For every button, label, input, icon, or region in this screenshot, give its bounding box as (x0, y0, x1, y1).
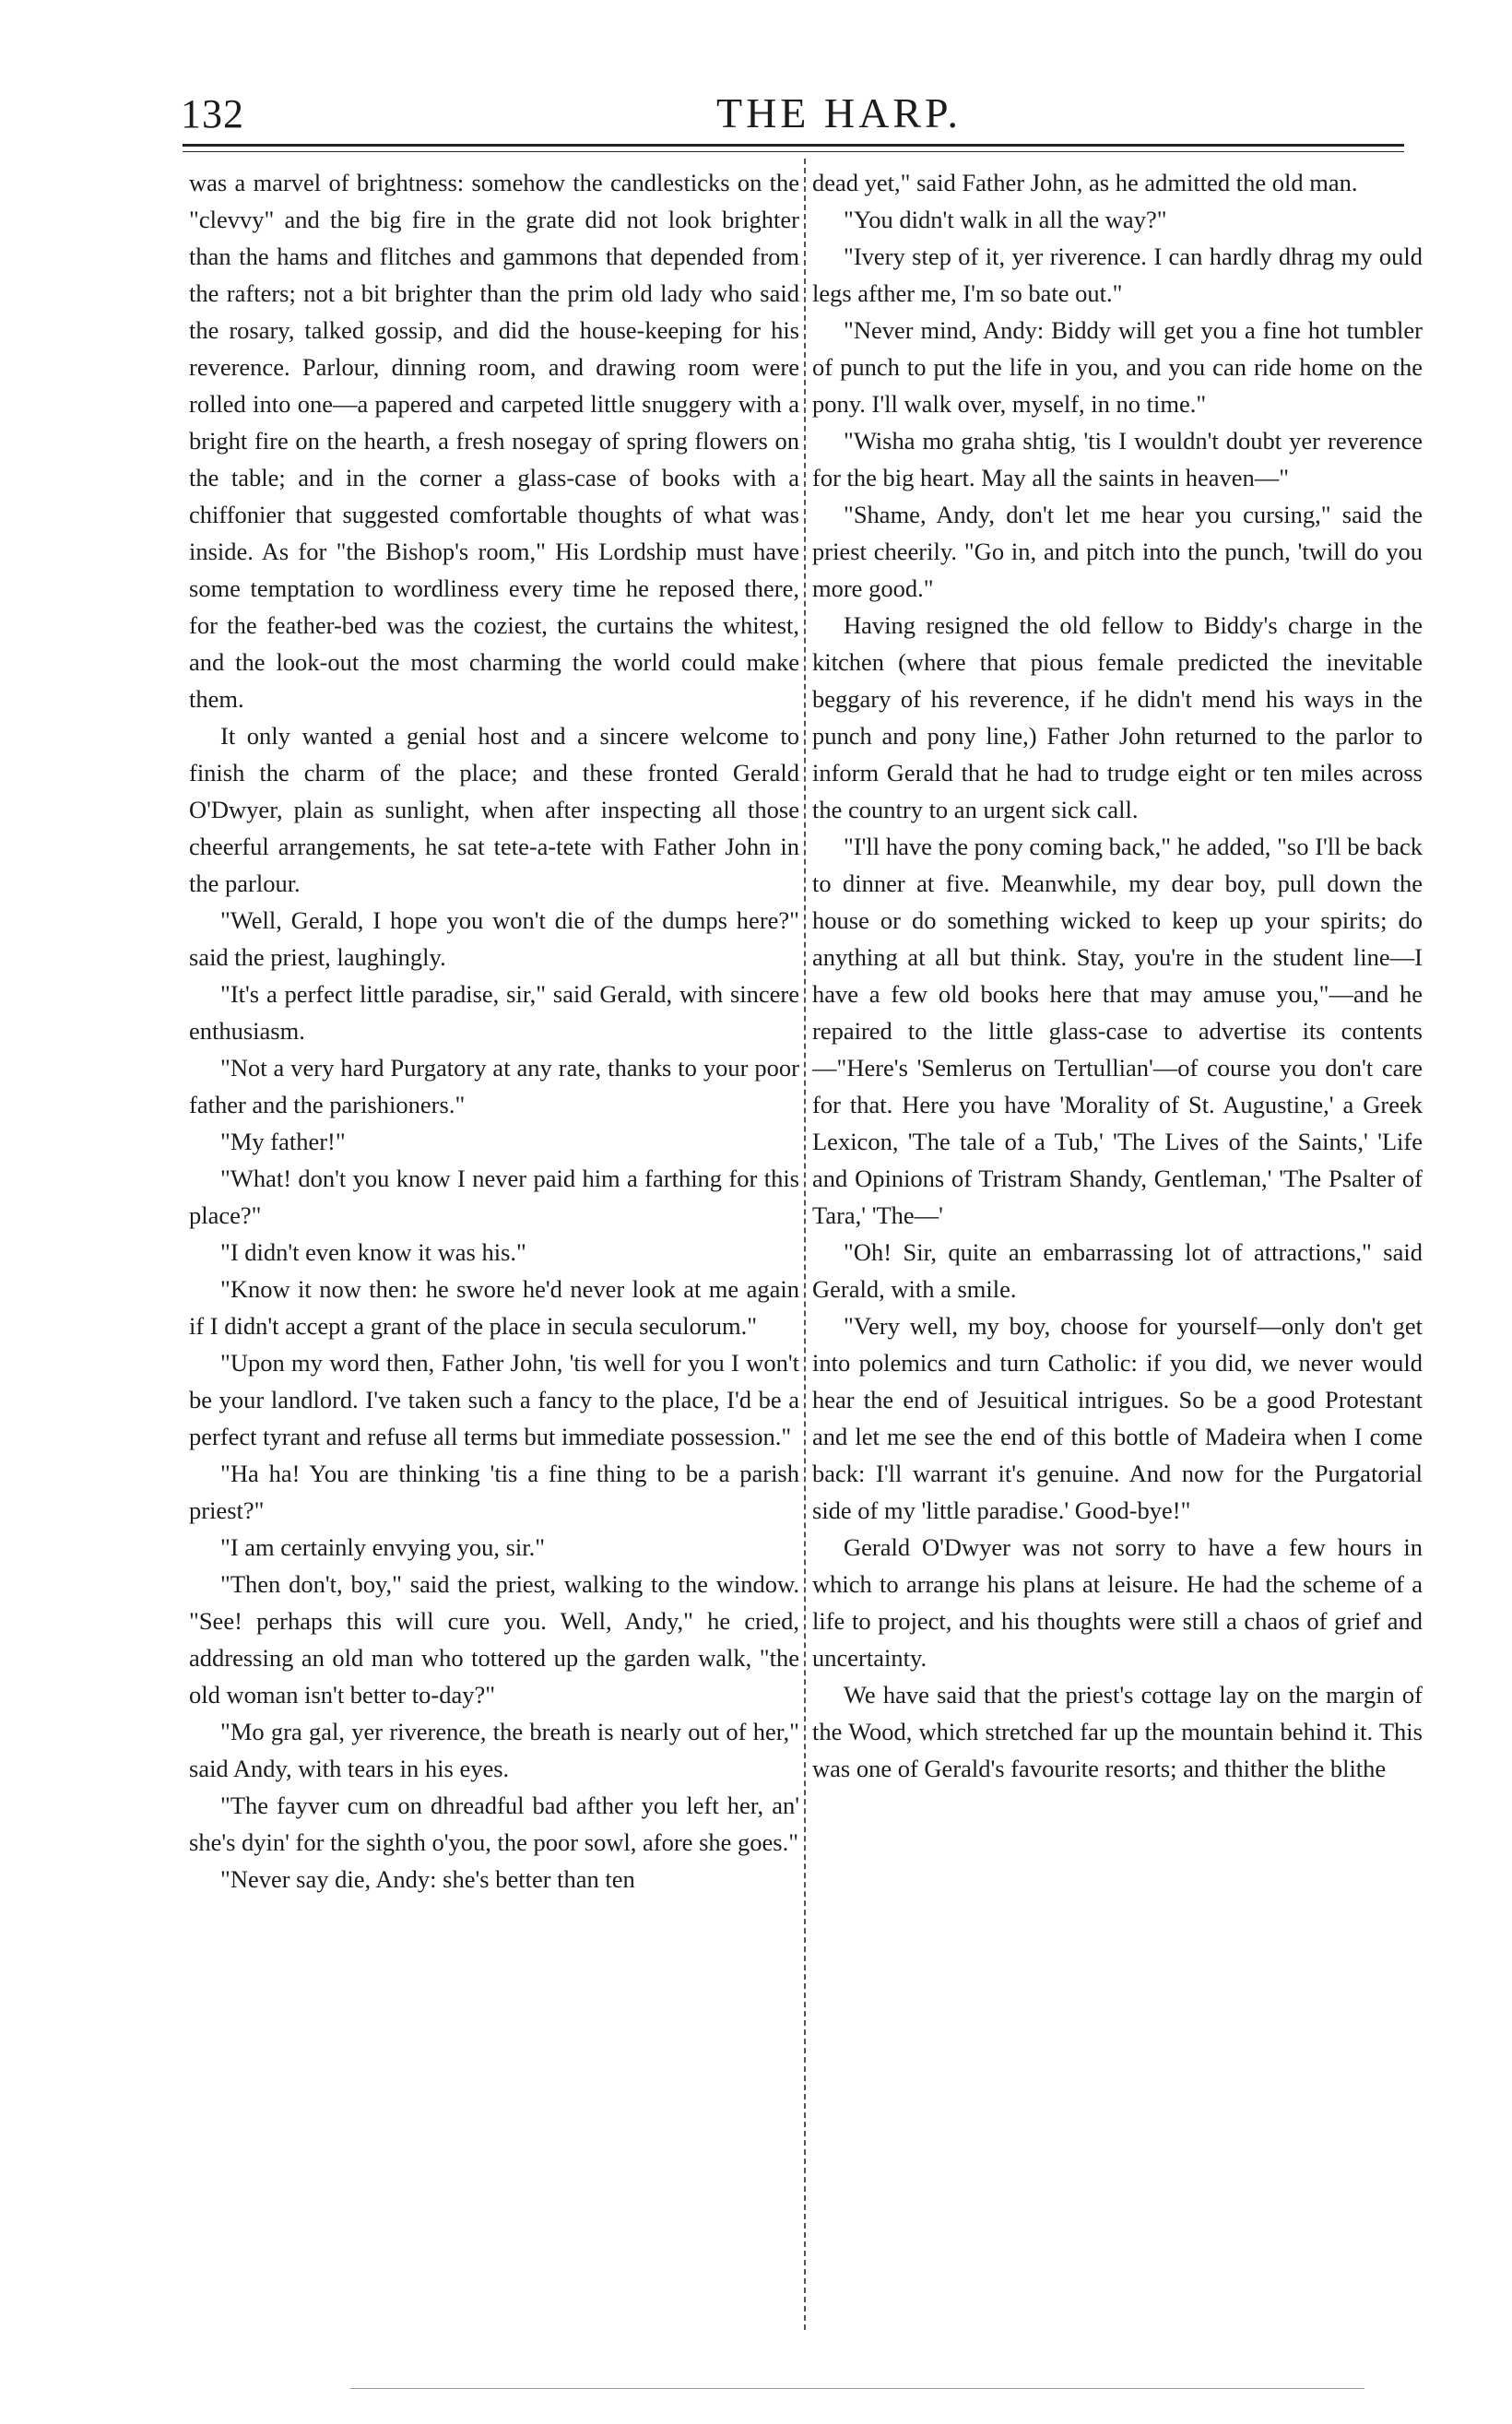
paragraph: "Never mind, Andy: Biddy will get you a fine hot tumbler of punch to put the life in you, and you can ride home on the pony. I'll walk over, myself, in no time." (812, 316, 1423, 418)
paragraph: We have said that the priest's cottage lay on the margin of the Wood, which stretched far up the mountain behind it. This was one of Gerald's favourite resorts; and thither the blithe (812, 1681, 1423, 1782)
paragraph: Having resigned the old fellow to Biddy's charge in the kitchen (where that pious female predicted the inevitable beggary of his reverence, if he didn't mend his ways in the punch and pony line,) Father John returned to the parlor to inform Gerald that he had to trudge eight or ten miles across the country to an urgent sick call. (812, 611, 1423, 823)
paragraph: "Ivery step of it, yer riverence. I can hardly dhrag my ould legs afther me, I'm so bate out." (812, 242, 1423, 307)
page-number: 132 (181, 91, 244, 136)
paragraph: "Mo gra gal, yer riverence, the breath is nearly out of her," said Andy, with tears in his eyes. (189, 1718, 799, 1782)
paragraph: "What! don't you know I never paid him a farthing for this place?" (189, 1165, 799, 1229)
header-rule-thin (183, 151, 1404, 152)
paragraph: "Know it now then: he swore he'd never look at me again if I didn't accept a grant of the place in secula seculorum." (189, 1275, 799, 1340)
paragraph: "My father!" (220, 1128, 346, 1155)
paragraph: "It's a perfect little paradise, sir," said Gerald, with sincere enthusiasm. (189, 980, 799, 1045)
paragraph: was a marvel of brightness: somehow the candlesticks on the "clevvy" and the big fire in the grate did not look brighter than the hams and flitches and gammons that depended from the rafters; not a bit brighter than the prim old lady who said the rosary, talked gossip, and did the house-keeping for his reverence. Parlour, dinning room, and drawing room were rolled into one—a papered and carpeted little snuggery with a bright fire on the hearth, a fresh nosegay of spring flowers on the table; and in the corner a glass-case of books with a chiffonier that suggested comfortable thoughts of what was inside. As for "the Bishop's room," His Lordship must have some temptation to wordliness every time he reposed there, for the feather-bed was the coziest, the curtains the whitest, and the look-out the most charming the world could make them. (189, 169, 799, 713)
paragraph: "Well, Gerald, I hope you won't die of the dumps here?" said the priest, laughingly. (189, 906, 799, 971)
masthead-title: THE HARP. (715, 89, 963, 136)
paragraph: "Oh! Sir, quite an embarrassing lot of attractions," said Gerald, with a smile. (812, 1238, 1423, 1303)
paragraph: It only wanted a genial host and a sincere welcome to finish the charm of the place; and these fronted Gerald O'Dwyer, plain as sunlight, when after inspecting all those cheerful arrangements, he sat tete-a-tete with Father John in the parlour. (189, 722, 799, 897)
paragraph: "You didn't walk in all the way?" (844, 206, 1167, 233)
paragraph: "Ha ha! You are thinking 'tis a fine thing to be a parish priest?" (189, 1460, 799, 1524)
left-column (189, 164, 799, 1898)
header-rule-thick (183, 144, 1404, 147)
paragraph: "Upon my word then, Father John, 'tis well for you I won't be your landlord. I've taken such a fancy to the place, I'd be a perfect tyrant and refuse all terms but immediate possession." (189, 1349, 799, 1450)
right-column (812, 164, 1423, 1787)
paragraph: "Not a very hard Purgatory at any rate, thanks to your poor father and the parishioners." (189, 1054, 799, 1118)
paragraph: Gerald O'Dwyer was not sorry to have a few hours in which to arrange his plans at leisure. He had the scheme of a life to project, and his thoughts were still a chaos of grief and uncertainty. (812, 1533, 1423, 1672)
paragraph: "Then don't, boy," said the priest, walking to the window. "See! perhaps this will cure you. Well, Andy," he cried, addressing an old man who tottered up the garden walk, "the old woman isn't better to-day?" (189, 1570, 799, 1709)
paragraph: "Shame, Andy, don't let me hear you cursing," said the priest cheerily. "Go in, and pitch into the punch, 'twill do you more good." (812, 501, 1423, 602)
paragraph: "Never say die, Andy: she's better than ten (220, 1865, 635, 1893)
paragraph: "I am certainly envying you, sir." (220, 1533, 546, 1561)
paragraph: dead yet," said Father John, as he admitted the old man. (812, 169, 1358, 196)
footer-rule (350, 2388, 1364, 2389)
paragraph: "I didn't even know it was his." (220, 1238, 526, 1266)
paragraph: "I'll have the pony coming back," he added, "so I'll be back to dinner at five. Meanwhile, my dear boy, pull down the house or do something wicked to keep up your spirits; do anything at all but think. Stay, you're in the student line—I have a few old books here that may amuse you,"—and he repaired to the little glass-case to advertise its contents—"Here's 'Semlerus on Tertullian'—of course you don't care for that. Here you have 'Morality of St. Augustine,' a Greek Lexicon, 'The tale of a Tub,' 'The Lives of the Saints,' 'Life and Opinions of Tristram Shandy, Gentleman,' 'The Psalter of Tara,' 'The—' (812, 833, 1423, 1229)
paragraph: "Wisha mo graha shtig, 'tis I wouldn't doubt yer reverence for the big heart. May all the saints in heaven—" (812, 427, 1423, 491)
paragraph: "Very well, my boy, choose for yourself—only don't get into polemics and turn Catholic: if you did, we never would hear the end of Jesuitical intrigues. So be a good Protestant and let me see the end of this bottle of Madeira when I come back: I'll warrant it's genuine. And now for the Purgatorial side of my 'little paradise.' Good-bye!" (812, 1312, 1423, 1524)
paragraph: "The fayver cum on dhreadful bad afther you left her, an' she's dyin' for the sighth o'you, the poor sowl, afore she goes." (189, 1791, 799, 1856)
column-divider (804, 159, 806, 2330)
